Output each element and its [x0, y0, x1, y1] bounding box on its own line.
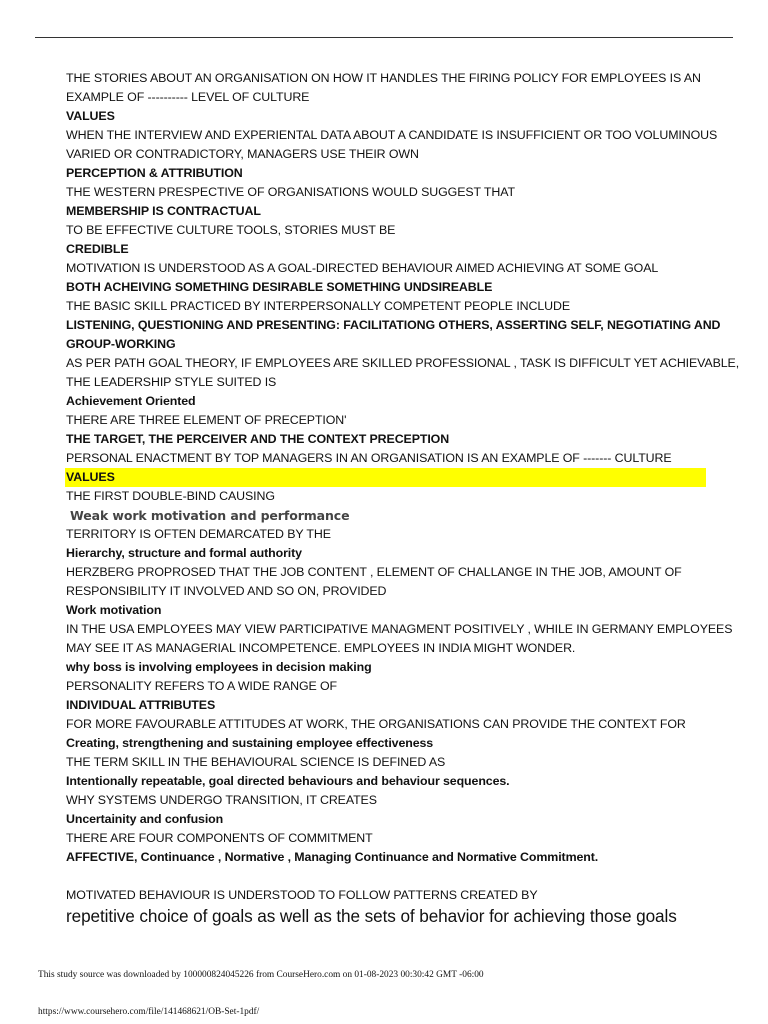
question-line: MOTIVATED BEHAVIOUR IS UNDERSTOOD TO FOLLOW PATTERNS CREATED BY [66, 888, 538, 902]
answer-line: Hierarchy, structure and formal authority [66, 546, 302, 560]
question-line: THE FIRST DOUBLE-BIND CAUSING [66, 489, 275, 503]
question-line: VARIED OR CONTRADICTORY, MANAGERS USE THEIR OWN [66, 147, 419, 161]
highlighted-answer-line: VALUES [65, 468, 706, 487]
answer-line: why boss is involving employees in decision making [66, 660, 372, 674]
question-line: TO BE EFFECTIVE CULTURE TOOLS, STORIES MUST BE [66, 223, 396, 237]
answer-line: GROUP-WORKING [66, 337, 176, 351]
answer-line: VALUES [66, 109, 115, 123]
question-line: THE BASIC SKILL PRACTICED BY INTERPERSONALLY COMPETENT PEOPLE INCLUDE [66, 299, 571, 313]
question-line: THERE ARE THREE ELEMENT OF PRECEPTION' [66, 413, 347, 427]
answer-line: INDIVIDUAL ATTRIBUTES [66, 698, 216, 712]
answer-line: CREDIBLE [66, 242, 129, 256]
answer-line: Intentionally repeatable, goal directed behaviours and behaviour sequences. [66, 774, 510, 788]
question-line: THE STORIES ABOUT AN ORGANISATION ON HOW IT HANDLES THE FIRING POLICY FOR EMPLOYEES IS AN [66, 71, 701, 85]
blank-gap [66, 867, 706, 886]
question-line: AS PER PATH GOAL THEORY, IF EMPLOYEES ARE SKILLED PROFESSIONAL , TASK IS DIFFICULT YET ACHIEVABLE, [66, 356, 740, 370]
answer-line: Weak work motivation and performance [70, 508, 350, 523]
answer-line: Uncertainity and confusion [66, 812, 224, 826]
question-line: RESPONSIBILITY IT INVOLVED AND SO ON, PROVIDED [66, 584, 387, 598]
question-line: FOR MORE FAVOURABLE ATTITUDES AT WORK, THE ORGANISATIONS CAN PROVIDE THE CONTEXT FOR [66, 717, 686, 731]
question-line: IN THE USA EMPLOYEES MAY VIEW PARTICIPATIVE MANAGMENT POSITIVELY , WHILE IN GERMANY EMPLOYEES [66, 622, 733, 636]
question-line: THERE ARE FOUR COMPONENTS OF COMMITMENT [66, 831, 373, 845]
question-line: THE LEADERSHIP STYLE SUITED IS [66, 375, 277, 389]
answer-line: Creating, strengthening and sustaining employee effectiveness [66, 736, 434, 750]
answer-line: AFFECTIVE, Continuance , Normative , Managing Continuance and Normative Commitment. [66, 850, 599, 864]
answer-line: Work motivation [66, 603, 162, 617]
top-rule [35, 37, 733, 38]
question-line: HERZBERG PROPROSED THAT THE JOB CONTENT , ELEMENT OF CHALLANGE IN THE JOB, AMOUNT OF [66, 565, 682, 579]
question-line: THE WESTERN PRESPECTIVE OF ORGANISATIONS WOULD SUGGEST THAT [66, 185, 515, 199]
answer-line: THE TARGET, THE PERCEIVER AND THE CONTEXT PRECEPTION [66, 432, 450, 446]
question-line: MOTIVATION IS UNDERSTOOD AS A GOAL-DIRECTED BEHAVIOUR AIMED ACHIEVING AT SOME GOAL [66, 261, 659, 275]
question-line: MAY SEE IT AS MANAGERIAL INCOMPETENCE. EMPLOYEES IN INDIA MIGHT WONDER. [66, 641, 576, 655]
question-line: PERSONAL ENACTMENT BY TOP MANAGERS IN AN ORGANISATION IS AN EXAMPLE OF ------- CULTURE [66, 451, 672, 465]
answer-line: MEMBERSHIP IS CONTRACTUAL [66, 204, 261, 218]
answer-line: BOTH ACHEIVING SOMETHING DESIRABLE SOMETHING UNDSIREABLE [66, 280, 493, 294]
question-line: EXAMPLE OF ---------- LEVEL OF CULTURE [66, 90, 310, 104]
answer-line: repetitive choice of goals as well as the sets of behavior for achieving those goals [66, 906, 677, 926]
question-line: THE TERM SKILL IN THE BEHAVIOURAL SCIENCE IS DEFINED AS [66, 755, 446, 769]
answer-line: Achievement Oriented [66, 394, 196, 408]
source-url: https://www.coursehero.com/file/141468621/OB-Set-1pdf/ [38, 1007, 260, 1017]
document-body [66, 69, 740, 927]
download-notice: This study source was downloaded by 100000824045226 from CourseHero.com on 01-08-2023 00:30:42 GMT -06:00 [38, 970, 484, 980]
answer-line: PERCEPTION & ATTRIBUTION [66, 166, 243, 180]
question-line: TERRITORY IS OFTEN DEMARCATED BY THE [66, 527, 331, 541]
question-line: WHY SYSTEMS UNDERGO TRANSITION, IT CREATES [66, 793, 377, 807]
question-line: WHEN THE INTERVIEW AND EXPERIENTAL DATA ABOUT A CANDIDATE IS INSUFFICIENT OR TOO VOLUMINOUS [66, 128, 718, 142]
question-line: PERSONALITY REFERS TO A WIDE RANGE OF [66, 679, 338, 693]
answer-line: LISTENING, QUESTIONING AND PRESENTING: FACILITATIONG OTHERS, ASSERTING SELF, NEGOTIATING AND [66, 318, 721, 332]
